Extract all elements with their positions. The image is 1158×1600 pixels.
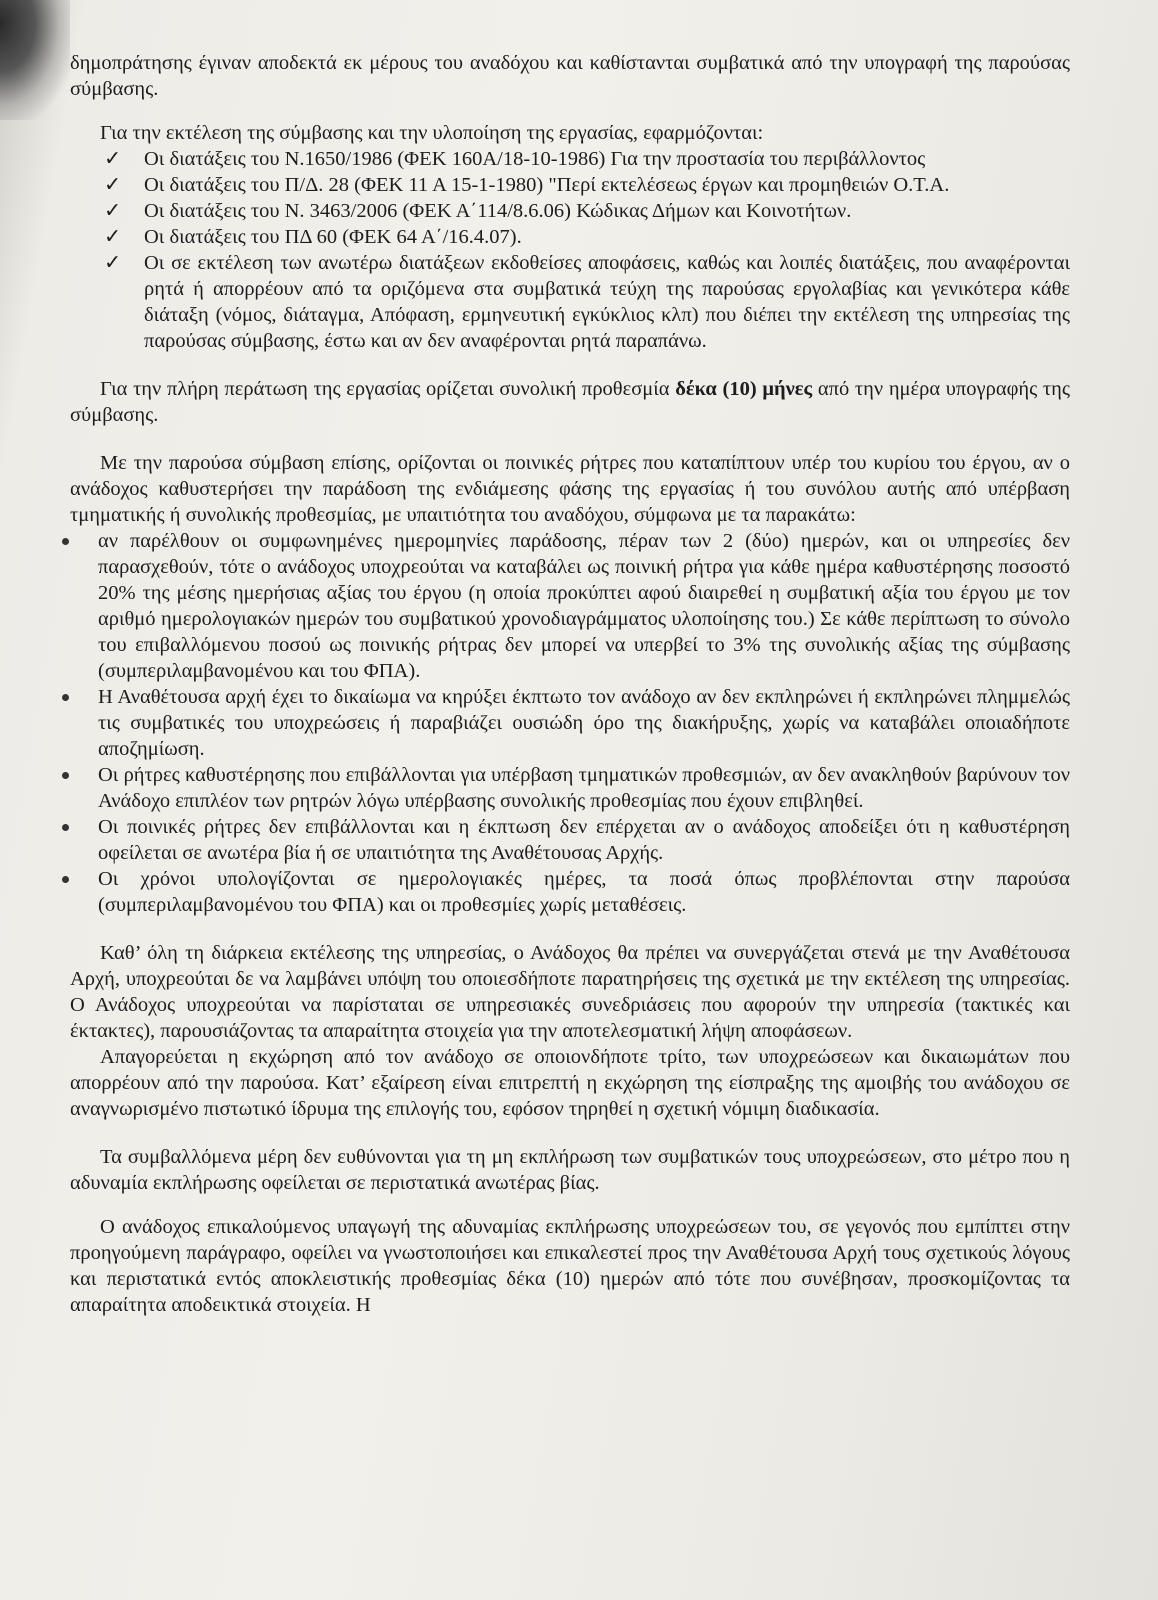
bullet-item: αν παρέλθουν οι συμφωνημένες ημερομηνίες παράδοσης, πέραν των 2 (δύο) ημερών, και οι υπηρεσίες δεν παρασχεθούν, τότε ο ανάδοχος υποχρεούται να καταβάλει ως ποινική ρήτρα για κάθε ημέρα καθυστέρησης ποσοστό 20% της μέσης ημερήσιας αξίας του έργου (η οποία προκύπτει αφού διαιρεθεί η συμβατική αξία του έργου με τον αριθμό ημερολογιακών ημερών του συμβατικού χρονοδιαγράμματος υλοποίησης του.) Σε κάθε περίπτωση το σύνολο του επιβαλλόμενου ποσού ως ποινικής ρήτρας δεν μπορεί να υπερβεί το 3% της συνολικής αξίας της σύμβασης (συμπεριλαμβανομένου και του ΦΠΑ). xyxy=(70,528,1070,684)
provisions-checklist xyxy=(70,146,1070,354)
bullet-icon xyxy=(62,538,69,545)
checkmark-icon: ✓ xyxy=(104,226,122,248)
bullet-item: Οι χρόνοι υπολογίζονται σε ημερολογιακές ημέρες, τα ποσά όπως προβλέπονται στην παρούσα (συμπεριλαμβανομένου του ΦΠΑ) και οι προθεσμίες χωρίς μεταθέσεις. xyxy=(70,866,1070,918)
document-body xyxy=(70,50,1070,1318)
paragraph-cooperation: Καθ’ όλη τη διάρκεια εκτέλεσης της υπηρεσίας, ο Ανάδοχος θα πρέπει να συνεργάζεται στενά με την Αναθέτουσα Αρχή, υποχρεούται δε να λαμβάνει υπόψη του οποιεσδήποτε παρατηρήσεις της σχετικά με την εκτέλεση της υπηρεσίας. Ο Ανάδοχος υποχρεούται να παρίσταται σε υπηρεσιακές συνεδριάσεις που αφορούν την υπηρεσία (τακτικές και έκτακτες), παρουσιάζοντας τα απαραίτητα στοιχεία για την αποτελεσματική λήψη αποφάσεων. xyxy=(70,942,1070,1042)
bullet-icon xyxy=(62,824,69,831)
checklist-item: ✓ Οι διατάξεις του Ν.1650/1986 (ΦΕΚ 160Α/18-10-1986) Για την προστασία του περιβάλλοντος xyxy=(104,148,926,170)
paragraph-notification: Ο ανάδοχος επικαλούμενος υπαγωγή της αδυναμίας εκπλήρωσης υποχρεώσεων του, σε γεγονός που εμπίπτει στην προηγούμενη παράγραφο, οφείλει να γνωστοποιήσει και επικαλεστεί προς την Αναθέτουσα Αρχή τους σχετικούς λόγους και περιστατικά εντός αποκλειστικής προθεσμίας δέκα (10) ημερών από τότε που συνέβησαν, προσκομίζοντας τα απαραίτητα αποδεικτικά στοιχεία. Η xyxy=(70,1216,1070,1316)
bullet-icon xyxy=(62,694,69,701)
checkmark-icon: ✓ xyxy=(104,174,122,196)
checkmark-icon: ✓ xyxy=(104,148,122,170)
bullet-icon xyxy=(62,876,69,883)
checkmark-icon: ✓ xyxy=(104,200,122,222)
checklist-item: ✓ Οι διατάξεις του ΠΔ 60 (ΦΕΚ 64 Α΄/16.4.07). xyxy=(104,226,522,248)
paragraph-deadline: Για την πλήρη περάτωση της εργασίας ορίζεται συνολική προθεσμία δέκα (10) μήνες από την ημέρα υπογραφής της σύμβασης. xyxy=(70,378,1070,426)
deadline-duration: δέκα (10) μήνες xyxy=(675,378,813,400)
paragraph-intro-continued: δημοπράτησης έγιναν αποδεκτά εκ μέρους του αναδόχου και καθίστανται συμβατικά από την υπογραφή της παρούσας σύμβασης. xyxy=(70,52,1070,100)
bullet-icon xyxy=(62,772,69,779)
paragraph-applicable-provisions: Για την εκτέλεση της σύμβασης και την υλοποίηση της εργασίας, εφαρμόζονται: xyxy=(100,122,764,144)
paragraph-assignment: Απαγορεύεται η εκχώρηση από τον ανάδοχο σε οποιονδήποτε τρίτο, των υποχρεώσεων και δικαιωμάτων που απορρέουν από την παρούσα. Κατ’ εξαίρεση είναι επιτρεπτή η εκχώρηση της είσπραξης της αμοιβής του ανάδοχου σε αναγνωρισμένο πιστωτικό ίδρυμα της επιλογής του, εφόσον τηρηθεί η σχετική νόμιμη διαδικασία. xyxy=(70,1046,1070,1120)
bullet-item: Η Αναθέτουσα αρχή έχει το δικαίωμα να κηρύξει έκπτωτο τον ανάδοχο αν δεν εκπληρώνει ή εκπληρώνει πλημμελώς τις συμβατικές του υποχρεώσεις ή παραβιάζει ουσιώδη όρο της διακήρυξης, χωρίς να καταβάλει οποιαδήποτε αποζημίωση. xyxy=(70,684,1070,762)
checklist-item: ✓ Οι σε εκτέλεση των ανωτέρω διατάξεων εκδοθείσες αποφάσεις, καθώς και λοιπές διατάξεις, που αναφέρονται ρητά ή απορρέουν από τα οριζόμενα στα συμβατικά τεύχη της παρούσας εργολαβίας και γενικότερα κάθε διάταξη (νόμος, διάταγμα, Απόφαση, ερμηνευτική εγκύκλιος κλπ) που διέπει την εκτέλεση της υπηρεσίας της παρούσας σύμβασης, έστω και αν δεν αναφέρονται ρητά παραπάνω. xyxy=(104,252,1070,352)
paragraph-penalty-clauses: Με την παρούσα σύμβαση επίσης, ορίζονται οι ποινικές ρήτρες που καταπίπτουν υπέρ του κυρίου του έργου, αν ο ανάδοχος καθυστερήσει την παράδοση της ενδιάμεσης φάσης της εργασίας ή του συνόλου αυτής από υπέρβαση τμηματικής ή συνολικής προθεσμίας, με υπαιτιότητα του αναδόχου, σύμφωνα με τα παρακάτω: xyxy=(70,452,1070,526)
penalty-bullet-list xyxy=(70,528,1070,918)
checklist-item: ✓ Οι διατάξεις του Π/Δ. 28 (ΦΕΚ 11 Α 15-1-1980) "Περί εκτελέσεως έργων και προμηθειών Ο.Τ.Α. xyxy=(104,174,950,196)
paragraph-force-majeure: Τα συμβαλλόμενα μέρη δεν ευθύνονται για τη μη εκπλήρωση των συμβατικών τους υποχρεώσεων, στο μέτρο που η αδυναμία εκπλήρωσης οφείλεται σε περιστατικά ανωτέρας βίας. xyxy=(70,1146,1070,1194)
bullet-item: Οι ποινικές ρήτρες δεν επιβάλλονται και η έκπτωση δεν επέρχεται αν ο ανάδοχος αποδείξει ότι η καθυστέρηση οφείλεται σε ανωτέρα βία ή σε υπαιτιότητα της Αναθέτουσας Αρχής. xyxy=(70,814,1070,866)
checklist-item: ✓ Οι διατάξεις του Ν. 3463/2006 (ΦΕΚ Α΄114/8.6.06) Κώδικας Δήμων και Κοινοτήτων. xyxy=(104,200,852,222)
checkmark-icon: ✓ xyxy=(104,252,122,274)
page-corner-shadow xyxy=(0,0,70,120)
bullet-item: Οι ρήτρες καθυστέρησης που επιβάλλονται για υπέρβαση τμηματικών προθεσμιών, αν δεν ανακληθούν βαρύνουν τον Ανάδοχο επιπλέον των ρητρών λόγω υπέρβασης συνολικής προθεσμίας που έχουν επιβληθεί. xyxy=(70,762,1070,814)
